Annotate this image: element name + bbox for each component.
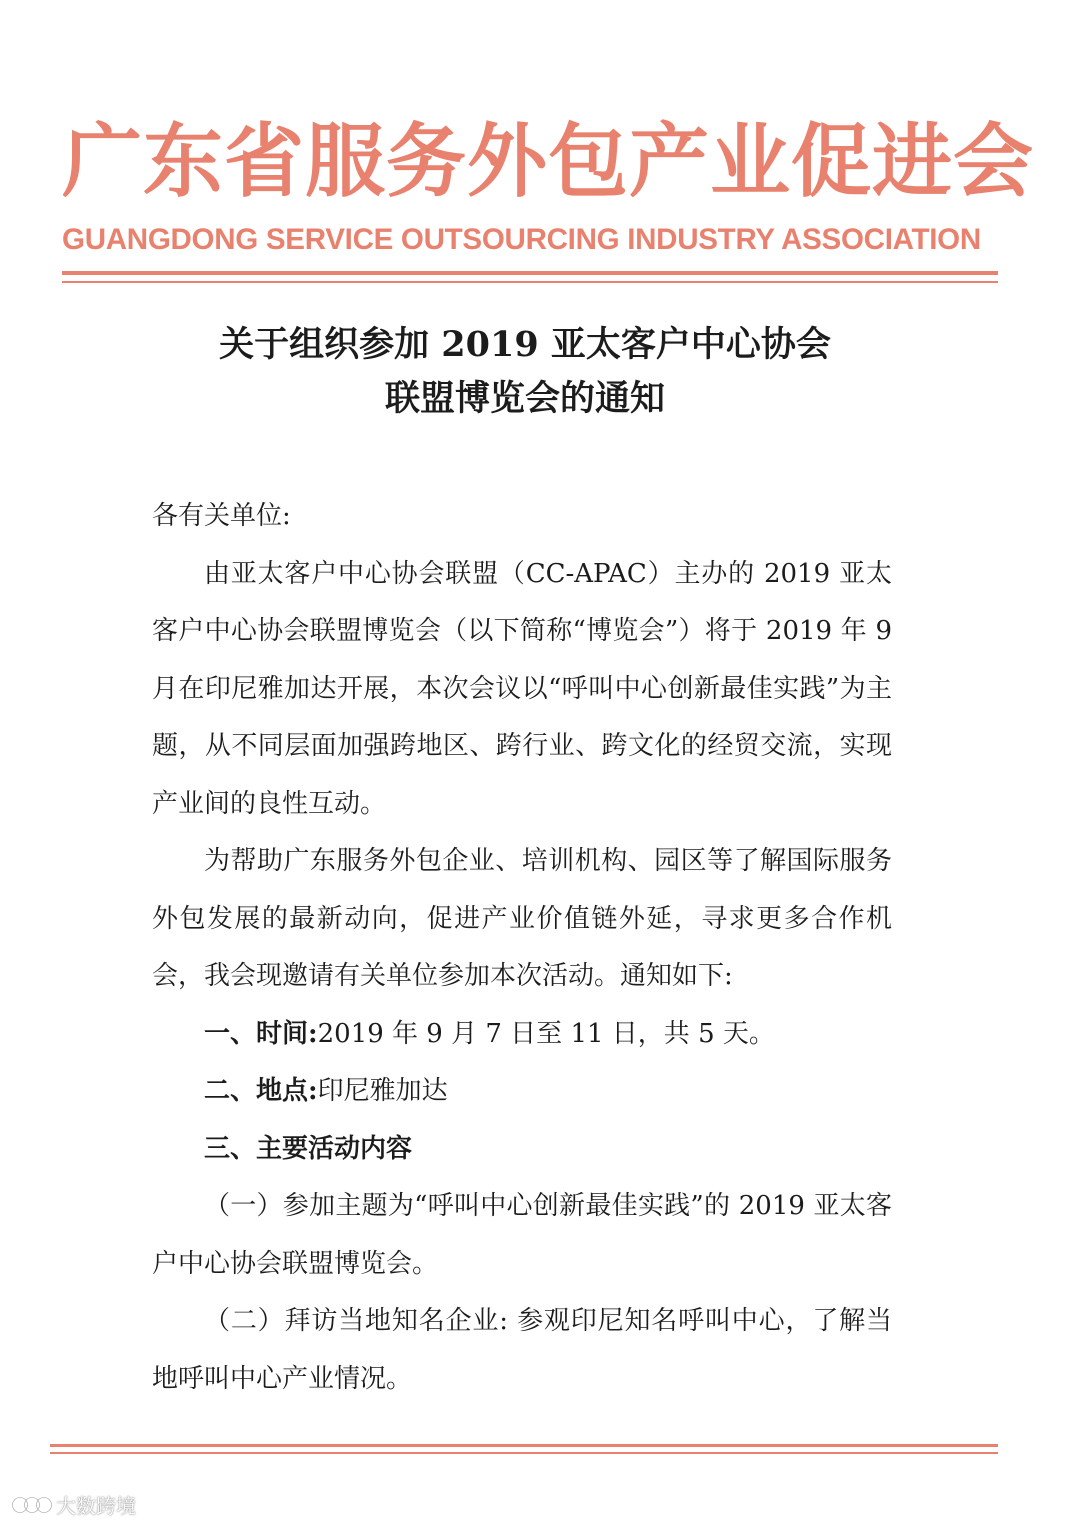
document-body [152,488,892,1408]
paragraph-purpose: 为帮助广东服务外包企业、培训机构、园区等了解国际服务外包发展的最新动向，促进产业价值链外延，寻求更多合作机会，我会现邀请有关单位参加本次活动。通知如下: [152,846,892,991]
activity-item-2: （二）拜访当地知名企业: 参观印尼知名呼叫中心，了解当地呼叫中心产业情况。 [152,1306,892,1394]
item-time-label: 一、时间: [204,1018,318,1049]
watermark-logo-icon [12,1493,52,1517]
watermark [12,1490,136,1519]
letterhead-divider-thin [62,281,998,283]
paragraph-intro: 由亚太客户中心协会联盟（CC-APAC）主办的 2019 亚太客户中心协会联盟博览会（以下简称“博览会”）将于 2019 年 9 月在印尼雅加达开展，本次会议以“呼叫中心创新最佳实践”为主题，从不同层面加强跨地区、跨行业、跨文化的经贸交流，实现产业间的良性互动。 [152,558,892,819]
letterhead-org-name-cn: 广东省服务外包产业促进会 [62,115,1034,208]
letterhead-org-name-en: GUANGDONG SERVICE OUTSOURCING INDUSTRY ASSOCIATION [62,223,981,256]
watermark-text: 大数跨境 [56,1494,136,1518]
letterhead-divider-thick [62,271,998,275]
document-title-line-2: 联盟博览会的通知 [384,378,665,419]
document-title [0,318,1050,426]
item-activities-heading: 三、主要活动内容 [204,1133,413,1164]
item-location-label: 二、地点: [204,1076,318,1106]
item-location-value: 印尼雅加达 [317,1076,448,1106]
item-time [152,1006,892,1064]
footer-divider-thick [50,1444,998,1447]
document-title-line-1: 关于组织参加 2019 亚太客户中心协会 [219,324,831,365]
salutation: 各有关单位: [152,501,291,531]
activity-item-1: （一）参加主题为“呼叫中心创新最佳实践”的 2019 亚太客户中心协会联盟博览会。 [152,1191,892,1279]
footer-divider-thin [50,1452,998,1454]
item-time-value: 2019 年 9 月 7 日至 11 日，共 5 天。 [317,1018,775,1049]
item-location [152,1063,892,1121]
